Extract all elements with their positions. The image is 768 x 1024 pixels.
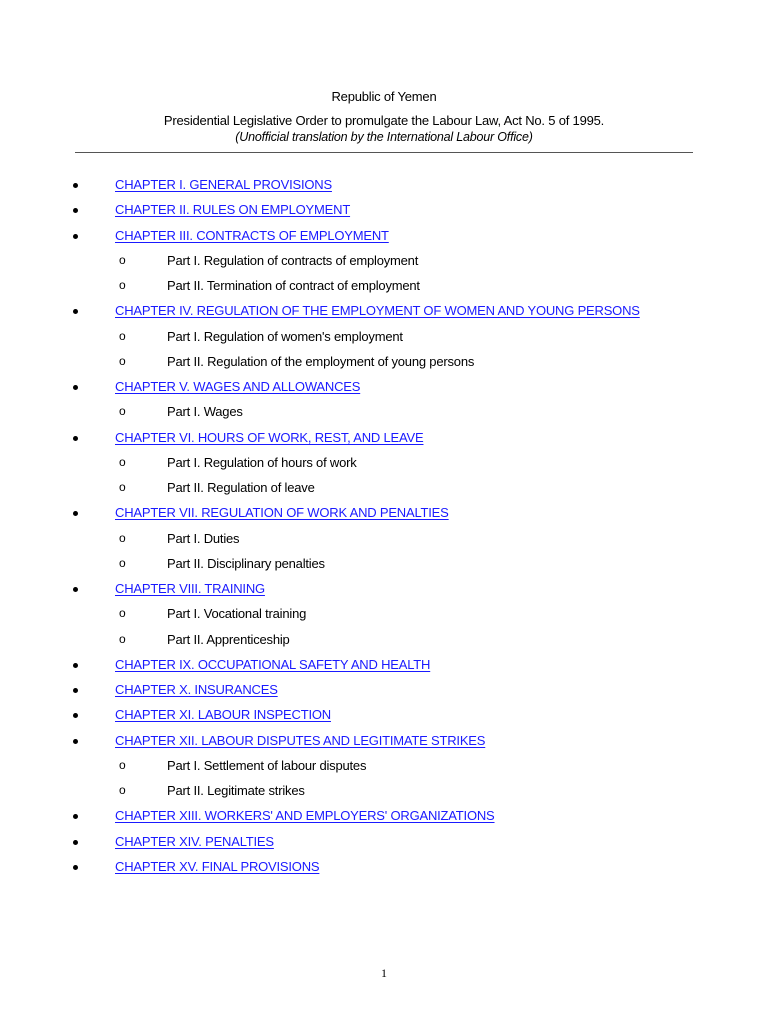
bullet-circle-icon: o	[119, 353, 126, 368]
part-label: Part II. Apprenticeship	[167, 631, 290, 647]
bullet-disc-icon	[73, 436, 78, 441]
chapter-link[interactable]: CHAPTER X. INSURANCES	[115, 682, 278, 697]
part-label: Part II. Regulation of the employment of young persons	[167, 353, 475, 369]
bullet-disc-icon	[73, 208, 78, 213]
toc-part-item	[0, 404, 768, 424]
translation-note: (Unofficial translation by the International Labour Office)	[235, 130, 533, 144]
bullet-disc-icon	[73, 814, 78, 819]
toc-chapter-item	[0, 733, 768, 753]
chapter-link[interactable]: CHAPTER XIII. WORKERS' AND EMPLOYERS' ORGANIZATIONS	[115, 808, 495, 824]
bullet-disc-icon	[73, 309, 78, 314]
chapter-link[interactable]: CHAPTER V. WAGES AND ALLOWANCES	[115, 379, 361, 394]
toc-part-item	[0, 758, 768, 778]
bullet-circle-icon: o	[119, 606, 126, 621]
bullet-circle-icon: o	[119, 328, 126, 343]
toc-chapter-item	[0, 202, 768, 222]
bullet-circle-icon: o	[119, 454, 126, 469]
toc-part-item	[0, 556, 768, 576]
bullet-disc-icon	[73, 840, 78, 845]
chapter-link[interactable]: CHAPTER XV. FINAL PROVISIONS	[115, 858, 320, 874]
toc-chapter-item	[0, 581, 768, 601]
toc-chapter-item	[0, 303, 768, 323]
toc-chapter-item	[0, 379, 768, 399]
bullet-circle-icon: o	[119, 530, 126, 545]
toc-part-item	[0, 632, 768, 652]
toc-part-item	[0, 480, 768, 500]
bullet-disc-icon	[73, 739, 78, 744]
toc-chapter-item	[0, 228, 768, 248]
bullet-circle-icon: o	[119, 480, 126, 494]
bullet-circle-icon: o	[119, 404, 126, 419]
toc-chapter-item	[0, 430, 768, 450]
toc-chapter-item	[0, 808, 768, 828]
chapter-link[interactable]: CHAPTER IV. REGULATION OF THE EMPLOYMENT OF WOMEN AND YOUNG PERSONS	[115, 303, 640, 319]
toc-chapter-item	[0, 657, 768, 677]
bullet-circle-icon: o	[119, 555, 126, 570]
toc-chapter-item	[0, 505, 768, 525]
toc-part-item	[0, 783, 768, 803]
header-divider	[75, 152, 693, 153]
toc-part-item	[0, 329, 768, 349]
part-label: Part I. Regulation of women's employment	[167, 328, 403, 344]
toc-part-item	[0, 278, 768, 298]
bullet-disc-icon	[73, 587, 78, 592]
chapter-link[interactable]: CHAPTER VI. HOURS OF WORK, REST, AND LEAVE	[115, 429, 424, 445]
bullet-circle-icon: o	[119, 783, 126, 797]
part-label: Part I. Regulation of contracts of employment	[167, 252, 419, 268]
chapter-link[interactable]: CHAPTER XII. LABOUR DISPUTES AND LEGITIMATE STRIKES	[115, 732, 486, 748]
toc-chapter-item	[0, 834, 768, 854]
bullet-disc-icon	[73, 511, 78, 516]
chapter-link[interactable]: CHAPTER VIII. TRAINING	[115, 581, 265, 596]
part-label: Part II. Regulation of leave	[167, 480, 315, 495]
toc-chapter-item	[0, 177, 768, 197]
toc-part-item	[0, 354, 768, 374]
bullet-disc-icon	[73, 865, 78, 870]
toc-part-item	[0, 531, 768, 551]
part-label: Part II. Termination of contract of employment	[167, 278, 420, 293]
part-label: Part II. Legitimate strikes	[167, 783, 305, 798]
toc-part-item	[0, 606, 768, 626]
chapter-link[interactable]: CHAPTER VII. REGULATION OF WORK AND PENALTIES	[115, 505, 449, 521]
chapter-link[interactable]: CHAPTER II. RULES ON EMPLOYMENT	[115, 202, 351, 218]
chapter-link[interactable]: CHAPTER XIV. PENALTIES	[115, 833, 274, 849]
part-label: Part I. Regulation of hours of work	[167, 454, 357, 470]
act-title: Presidential Legislative Order to promulgate the Labour Law, Act No. 5 of 1995.	[163, 113, 605, 128]
chapter-link[interactable]: CHAPTER I. GENERAL PROVISIONS	[115, 177, 332, 192]
bullet-disc-icon	[73, 663, 78, 668]
bullet-disc-icon	[73, 688, 78, 693]
bullet-disc-icon	[73, 713, 78, 718]
bullet-circle-icon: o	[119, 757, 126, 772]
part-label: Part I. Duties	[167, 530, 240, 546]
country-heading: Republic of Yemen	[331, 89, 437, 104]
bullet-disc-icon	[73, 234, 78, 239]
bullet-disc-icon	[73, 183, 78, 188]
part-label: Part I. Wages	[167, 404, 243, 420]
toc-chapter-item	[0, 859, 768, 879]
bullet-circle-icon: o	[119, 278, 126, 292]
part-label: Part II. Disciplinary penalties	[167, 555, 325, 571]
bullet-disc-icon	[73, 385, 78, 390]
bullet-circle-icon: o	[119, 631, 126, 646]
part-label: Part I. Vocational training	[167, 606, 307, 622]
chapter-link[interactable]: CHAPTER III. CONTRACTS OF EMPLOYMENT	[115, 227, 389, 243]
toc-part-item	[0, 455, 768, 475]
chapter-link[interactable]: CHAPTER IX. OCCUPATIONAL SAFETY AND HEALTH	[115, 656, 431, 672]
toc-chapter-item	[0, 682, 768, 702]
toc-part-item	[0, 253, 768, 273]
chapter-link[interactable]: CHAPTER XI. LABOUR INSPECTION	[115, 707, 331, 723]
toc-chapter-item	[0, 707, 768, 727]
page-number: 1	[381, 966, 387, 980]
part-label: Part I. Settlement of labour disputes	[167, 757, 367, 773]
bullet-circle-icon: o	[119, 252, 126, 267]
